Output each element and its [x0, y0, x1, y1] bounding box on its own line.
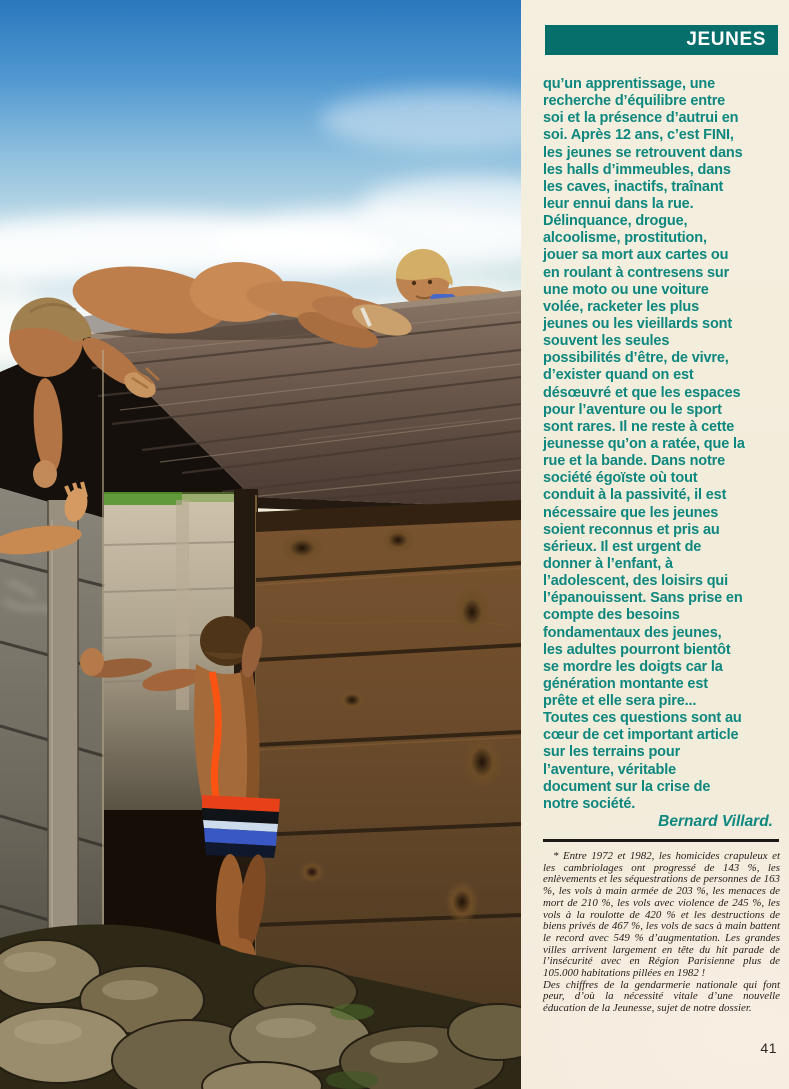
- article-line: l’adolescent, des loisirs qui: [543, 573, 729, 590]
- section-title: JEUNES: [686, 29, 766, 50]
- article-line: recherche d’équilibre entre: [543, 93, 726, 110]
- article-line: sérieux. Il est urgent de: [543, 538, 702, 555]
- article-line: Délinquance, drogue,: [543, 213, 688, 230]
- article-line: d’exister quand on est: [543, 367, 694, 384]
- article-line: compte des besoins: [543, 607, 680, 624]
- article-line: une moto ou une voiture: [543, 281, 709, 298]
- article-body: [543, 76, 780, 813]
- author-byline: Bernard Villard.: [658, 813, 773, 830]
- article-line: sont rares. Il ne reste à cette: [543, 418, 735, 435]
- page-number: 41: [760, 1040, 777, 1056]
- article-line: jeunesse qu’on a ratée, que la: [543, 435, 745, 452]
- article-line: prête et elle sera pire...: [543, 693, 697, 710]
- article-line: donner à l’enfant, à: [543, 555, 673, 572]
- article-line: Toutes ces questions sont au: [543, 710, 742, 727]
- article-line: document sur la crise de: [543, 778, 711, 795]
- article-line: jouer sa mort aux cartes ou: [543, 247, 729, 264]
- article-line: notre société.: [543, 795, 636, 812]
- article-line: l’épanouissent. Sans prise en: [543, 590, 743, 607]
- footnote-paragraph: * Entre 1972 et 1982, les homicides crapuleux et les cambriolages ont progressé de 143 %, les enlèvements et les séquestrations de personnes de 163 %, les vols à main armée de 203 %, les menaces de mort de 210 %, les vols avec violence de 245 %, les vols à la roulotte de 420 % et les destructions de biens privés de 467 %, les vols de sacs à main battent le record avec 549 % d’augmentation. Les grandes villes arrivent largement en tête du hit parade de l’insécurité avec en Région Parisienne plus de 105.000 habitations pillées en 1982 !: [543, 850, 780, 980]
- article-line: possibilités d’être, de vivre,: [543, 350, 729, 367]
- article-line: soi et la présence d’autrui en: [543, 110, 739, 127]
- article-line: souvent les seules: [543, 333, 670, 350]
- article-line: se mordre les doigts car la: [543, 658, 723, 675]
- article-line: cœur de cet important article: [543, 727, 739, 744]
- article-line: l’aventure, véritable: [543, 761, 677, 778]
- article-line: nécessaire que les jeunes: [543, 504, 719, 521]
- article-line: désœuvré et que les espaces: [543, 384, 741, 401]
- article-line: volée, racketer les plus: [543, 298, 699, 315]
- section-header-bar: [545, 25, 778, 55]
- article-line: sur les terrains pour: [543, 744, 681, 761]
- footnote-paragraph: Des chiffres de la gendarmerie nationale qui font peur, d’où la nécessité vitale d’une nouvelle éducation de la Jeunesse, sujet de notre dossier.: [543, 978, 780, 1015]
- article-line: en roulant à contresens sur: [543, 264, 730, 281]
- article-line: les jeunes se retrouvent dans: [543, 144, 743, 161]
- article-line: fondamentaux des jeunes,: [543, 624, 722, 641]
- article-line: les adultes pourront bientôt: [543, 641, 731, 658]
- article-line: soient reconnus et pris au: [543, 521, 720, 538]
- divider-rule: [543, 839, 779, 842]
- article-line: génération montante est: [543, 675, 708, 692]
- article-line: jeunes ou les vieillards sont: [543, 315, 733, 332]
- footnote: [543, 851, 780, 1015]
- striped-shorts: [202, 795, 280, 858]
- article-line: rue et la bande. Dans notre: [543, 453, 726, 470]
- article-line: alcoolisme, prostitution,: [543, 230, 707, 247]
- article-line: société égoïste où tout: [543, 470, 698, 487]
- article-line: pour l’aventure ou le sport: [543, 401, 722, 418]
- front-wall: [234, 489, 521, 1018]
- article-line: soi. Après 12 ans, c’est FINI,: [543, 127, 734, 144]
- article-line: conduit à la passivité, il est: [543, 487, 727, 504]
- article-line: qu’un apprentissage, une: [543, 76, 716, 92]
- article-line: les halls d’immeubles, dans: [543, 161, 731, 178]
- article-line: leur ennui dans la rue.: [543, 195, 694, 212]
- article-line: les caves, inactifs, traînant: [543, 178, 724, 195]
- article-column: [543, 0, 780, 1089]
